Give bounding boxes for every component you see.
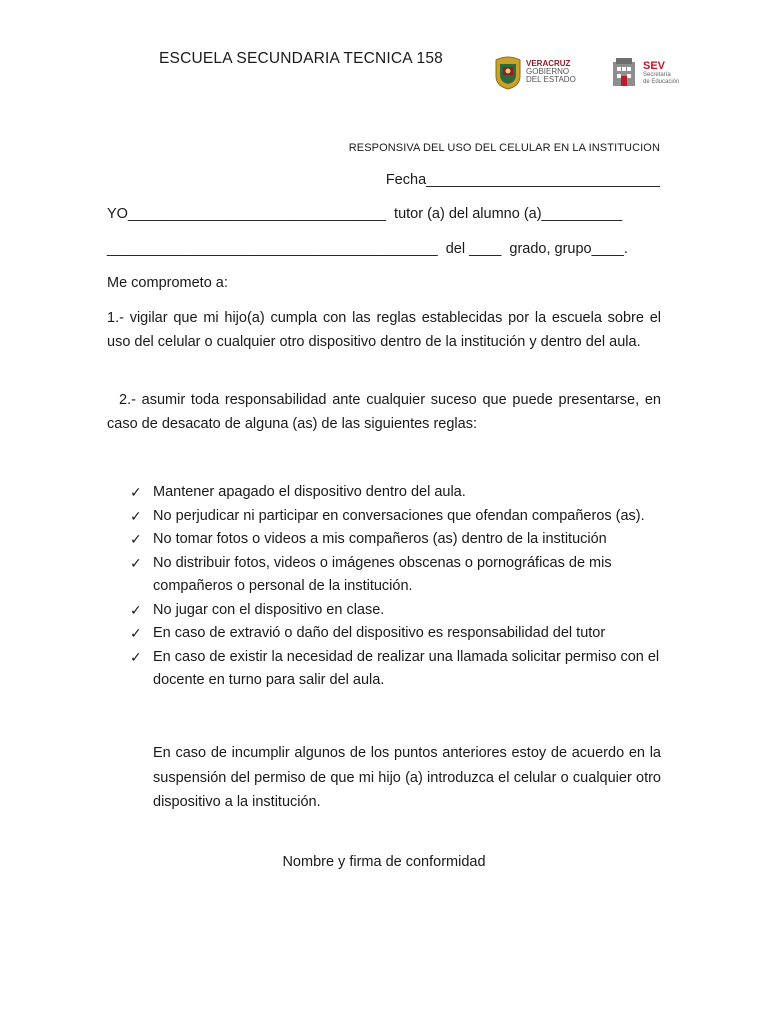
veracruz-crest-icon (494, 56, 522, 90)
checkmark-icon: ✓ (130, 648, 142, 665)
rule-text: No tomar fotos o videos a mis compañeros (as) dentro de la institución (153, 531, 607, 547)
closing-paragraph: En caso de incumplir algunos de los puntos anteriores estoy de acuerdo en la suspensión del permiso de que mi hijo (a) introduzca el celular o cualquier otro dispositivo a la institución. (153, 745, 661, 810)
checkmark-icon: ✓ (130, 484, 142, 500)
checkmark-icon: ✓ (130, 625, 142, 641)
checkmark-icon: ✓ (130, 507, 142, 524)
sev-logo (610, 56, 690, 92)
logo-veracruz-line2: GOBIERNO (526, 67, 570, 76)
sev-building-icon (610, 56, 638, 90)
rule-item (130, 505, 690, 529)
signature-label: Nombre y firma de conformidad (282, 854, 486, 870)
rule-item (130, 599, 690, 623)
rule-item (130, 646, 690, 693)
rule-item (130, 622, 690, 646)
rule-text: No distribuir fotos, videos o imágenes obscenas o pornográficas de mis compañeros o personal de la institución. (153, 554, 612, 594)
tutor-name-line: YO________________________________ tutor (a) del alumno (a)__________ (107, 206, 623, 222)
checkmark-icon: ✓ (130, 554, 142, 571)
document-heading: RESPONSIVA DEL USO DEL CELULAR EN LA INSTITUCION (348, 142, 660, 154)
rule-item (130, 528, 690, 552)
commitment-item-1: 1.- vigilar que mi hijo(a) cumpla con las reglas establecidas por la escuela sobre el uso del celular o cualquier otro dispositivo dentro de la institución y dentro del aula. (107, 310, 661, 350)
commitment-intro: Me comprometo a: (107, 275, 228, 291)
checkmark-icon: ✓ (130, 601, 142, 618)
rule-text: No jugar con el dispositivo en clase. (153, 601, 385, 618)
logo-veracruz-line1: VERACRUZ (526, 59, 571, 68)
logo-sev-line1: SEV (643, 60, 666, 72)
student-name-grade-line: _________________________________________ del ____ grado, grupo____. (107, 241, 628, 257)
rule-text: No perjudicar ni participar en conversaciones que ofendan compañeros (as). (153, 507, 645, 524)
rule-item (130, 552, 690, 599)
rule-item (130, 481, 690, 505)
rule-text: En caso de extravió o daño del dispositivo es responsabilidad del tutor (153, 625, 606, 641)
logo-sev-line3: de Educación (643, 79, 680, 85)
rules-list (130, 481, 690, 693)
veracruz-government-logo (494, 56, 604, 92)
rule-text: Mantener apagado el dispositivo dentro del aula. (153, 484, 466, 500)
rule-text: En caso de existir la necesidad de realizar una llamada solicitar permiso con el docente en turno para salir del aula. (153, 648, 660, 688)
commitment-item-2: 2.- asumir toda responsabilidad ante cualquier suceso que puede presentarse, en caso de desacato de alguna (as) de las siguientes reglas: (107, 392, 661, 432)
date-field-line: Fecha_____________________________ (385, 172, 660, 188)
logo-veracruz-line3: DEL ESTADO (526, 75, 576, 84)
checkmark-icon: ✓ (130, 531, 142, 547)
logo-sev-line2: Secretaría (643, 72, 671, 78)
school-name: ESCUELA SECUNDARIA TECNICA 158 (159, 50, 443, 67)
